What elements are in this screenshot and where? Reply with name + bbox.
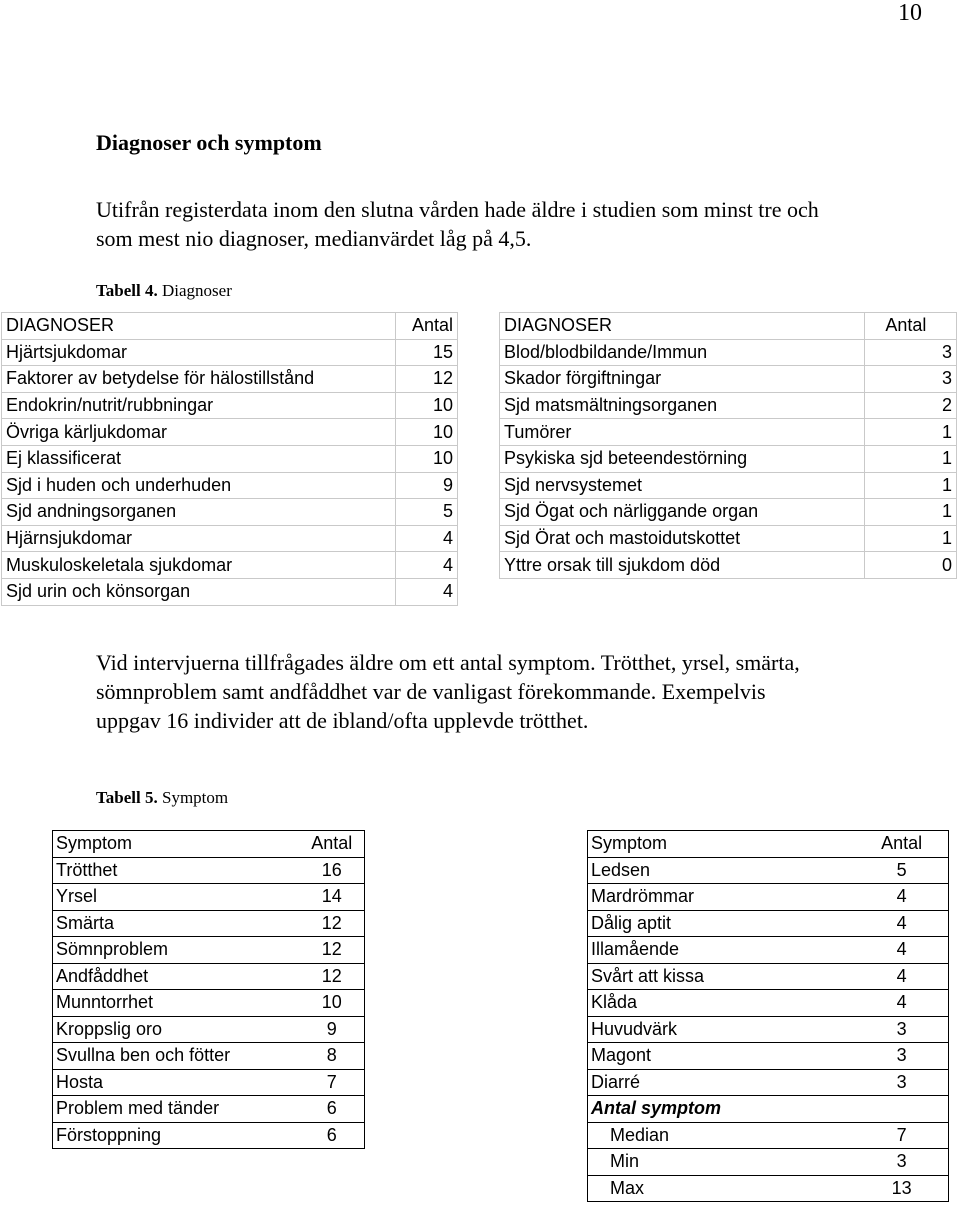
table-row [500, 366, 957, 393]
table5-caption-label: Tabell 5. [96, 788, 158, 807]
table-row [53, 910, 365, 937]
row-label: Ej klassificerat [2, 445, 396, 472]
row-count: 10 [395, 419, 457, 446]
header-count: Antal [865, 313, 957, 340]
table-row [53, 857, 365, 884]
table5-caption-title: Symptom [157, 788, 229, 807]
symptom-paragraph: Vid intervjuerna tillfrågades äldre om ett antal symptom. Trötthet, yrsel, smärta, sömnproblem samt andfåddhet var de vanligast förekommande. Exempelvis uppgav 16 individer att de ibland/ofta upplevde trötthet. [96, 650, 800, 733]
stat-label: Min [588, 1149, 856, 1176]
row-count: 6 [300, 1096, 365, 1123]
row-label: Ledsen [588, 857, 856, 884]
stat-value: 3 [855, 1149, 948, 1176]
row-label: Diarré [588, 1069, 856, 1096]
table-row [2, 392, 458, 419]
row-label: Klåda [588, 990, 856, 1017]
table-row [588, 1016, 949, 1043]
row-count: 1 [865, 499, 957, 526]
row-count: 4 [855, 963, 948, 990]
row-count: 15 [395, 339, 457, 366]
row-label: Förstoppning [53, 1122, 300, 1149]
table-row [500, 499, 957, 526]
subheader-empty [855, 1096, 948, 1123]
table-row [53, 1043, 365, 1070]
table-header-row [500, 313, 957, 340]
diagnoses-table-left [1, 312, 458, 606]
stat-row [588, 1149, 949, 1176]
row-count: 3 [855, 1069, 948, 1096]
row-label: Sjd Ögat och närliggande organ [500, 499, 865, 526]
row-count: 10 [300, 990, 365, 1017]
row-label: Övriga kärljukdomar [2, 419, 396, 446]
row-count: 12 [300, 910, 365, 937]
table-row [500, 419, 957, 446]
table4-caption-title: Diagnoser [157, 281, 232, 300]
row-label: Endokrin/nutrit/rubbningar [2, 392, 396, 419]
row-label: Smärta [53, 910, 300, 937]
stat-label: Max [588, 1175, 856, 1202]
row-count: 3 [865, 339, 957, 366]
row-count: 4 [855, 990, 948, 1017]
table-row [500, 445, 957, 472]
row-count: 4 [855, 910, 948, 937]
table4-caption [96, 281, 232, 301]
table-row [2, 499, 458, 526]
table-row [588, 1069, 949, 1096]
table-row [2, 419, 458, 446]
table-row [53, 937, 365, 964]
row-count: 10 [395, 445, 457, 472]
stat-value: 7 [855, 1122, 948, 1149]
table-row [53, 990, 365, 1017]
row-label: Svullna ben och fötter [53, 1043, 300, 1070]
table5-caption [96, 788, 228, 808]
row-label: Hjärtsjukdomar [2, 339, 396, 366]
row-label: Faktorer av betydelse för hälostillstånd [2, 366, 396, 393]
symptom-table-left [52, 830, 365, 1149]
row-count: 4 [855, 937, 948, 964]
table-row [2, 552, 458, 579]
row-count: 3 [855, 1043, 948, 1070]
table-row [588, 937, 949, 964]
row-count: 6 [300, 1122, 365, 1149]
table-header-row [53, 831, 365, 858]
row-count: 3 [855, 1016, 948, 1043]
row-count: 3 [865, 366, 957, 393]
row-count: 4 [855, 884, 948, 911]
header-count: Antal [395, 313, 457, 340]
row-count: 1 [865, 445, 957, 472]
row-count: 7 [300, 1069, 365, 1096]
row-count: 5 [855, 857, 948, 884]
table-header-row [2, 313, 458, 340]
header-diagnoses: DIAGNOSER [500, 313, 865, 340]
row-count: 8 [300, 1043, 365, 1070]
row-label: Illamående [588, 937, 856, 964]
table-row [2, 525, 458, 552]
table-row [500, 392, 957, 419]
row-label: Hosta [53, 1069, 300, 1096]
row-label: Dålig aptit [588, 910, 856, 937]
row-count: 4 [395, 525, 457, 552]
subheader-label: Antal symptom [588, 1096, 856, 1123]
symptom-table-right [587, 830, 949, 1202]
row-count: 5 [395, 499, 457, 526]
table-header-row [588, 831, 949, 858]
row-count: 4 [395, 552, 457, 579]
row-label: Yrsel [53, 884, 300, 911]
table-row [2, 445, 458, 472]
table-row [2, 472, 458, 499]
row-count: 16 [300, 857, 365, 884]
row-label: Yttre orsak till sjukdom död [500, 552, 865, 579]
row-count: 14 [300, 884, 365, 911]
row-label: Sjd nervsystemet [500, 472, 865, 499]
table-row [500, 525, 957, 552]
row-count: 0 [865, 552, 957, 579]
header-symptom: Symptom [53, 831, 300, 858]
table-row [2, 339, 458, 366]
row-count: 1 [865, 419, 957, 446]
row-count: 9 [300, 1016, 365, 1043]
table-row [53, 1096, 365, 1123]
table-row [588, 963, 949, 990]
row-label: Magont [588, 1043, 856, 1070]
row-label: Sjd i huden och underhuden [2, 472, 396, 499]
row-label: Sjd Örat och mastoidutskottet [500, 525, 865, 552]
table-row [500, 472, 957, 499]
row-label: Sömnproblem [53, 937, 300, 964]
header-diagnoses: DIAGNOSER [2, 313, 396, 340]
table-row [500, 552, 957, 579]
table-row [53, 1122, 365, 1149]
row-label: Problem med tänder [53, 1096, 300, 1123]
row-count: 4 [395, 578, 457, 605]
row-label: Skador förgiftningar [500, 366, 865, 393]
row-count: 12 [300, 937, 365, 964]
table-row [53, 963, 365, 990]
row-count: 1 [865, 472, 957, 499]
table-row [588, 990, 949, 1017]
subheader-row [588, 1096, 949, 1123]
table-row [53, 1016, 365, 1043]
row-label: Munntorrhet [53, 990, 300, 1017]
table-row [500, 339, 957, 366]
row-label: Andfåddhet [53, 963, 300, 990]
page-number: 10 [898, 0, 922, 26]
row-count: 1 [865, 525, 957, 552]
table-row [588, 884, 949, 911]
table-row [2, 578, 458, 605]
header-symptom: Symptom [588, 831, 856, 858]
row-label: Trötthet [53, 857, 300, 884]
row-label: Muskuloskeletala sjukdomar [2, 552, 396, 579]
row-label: Huvudvärk [588, 1016, 856, 1043]
stat-row [588, 1175, 949, 1202]
row-label: Tumörer [500, 419, 865, 446]
diagnoses-table-right [499, 312, 957, 579]
table-row [2, 366, 458, 393]
row-label: Svårt att kissa [588, 963, 856, 990]
stat-value: 13 [855, 1175, 948, 1202]
row-label: Mardrömmar [588, 884, 856, 911]
table4-caption-label: Tabell 4. [96, 281, 158, 300]
table-row [53, 1069, 365, 1096]
stat-row [588, 1122, 949, 1149]
table-row [588, 910, 949, 937]
row-count: 9 [395, 472, 457, 499]
row-label: Sjd urin och könsorgan [2, 578, 396, 605]
table-row [53, 884, 365, 911]
row-label: Psykiska sjd beteendestörning [500, 445, 865, 472]
section-heading: Diagnoser och symptom [96, 130, 322, 155]
row-count: 2 [865, 392, 957, 419]
row-label: Sjd andningsorganen [2, 499, 396, 526]
row-count: 12 [300, 963, 365, 990]
row-label: Hjärnsjukdomar [2, 525, 396, 552]
header-count: Antal [300, 831, 365, 858]
intro-paragraph: Utifrån registerdata inom den slutna vården hade äldre i studien som minst tre och som mest nio diagnoser, medianvärdet låg på 4,5. [96, 197, 819, 251]
row-label: Kroppslig oro [53, 1016, 300, 1043]
row-label: Sjd matsmältningsorganen [500, 392, 865, 419]
row-label: Blod/blodbildande/Immun [500, 339, 865, 366]
table-row [588, 857, 949, 884]
row-count: 12 [395, 366, 457, 393]
stat-label: Median [588, 1122, 856, 1149]
row-count: 10 [395, 392, 457, 419]
table-row [588, 1043, 949, 1070]
header-count: Antal [855, 831, 948, 858]
